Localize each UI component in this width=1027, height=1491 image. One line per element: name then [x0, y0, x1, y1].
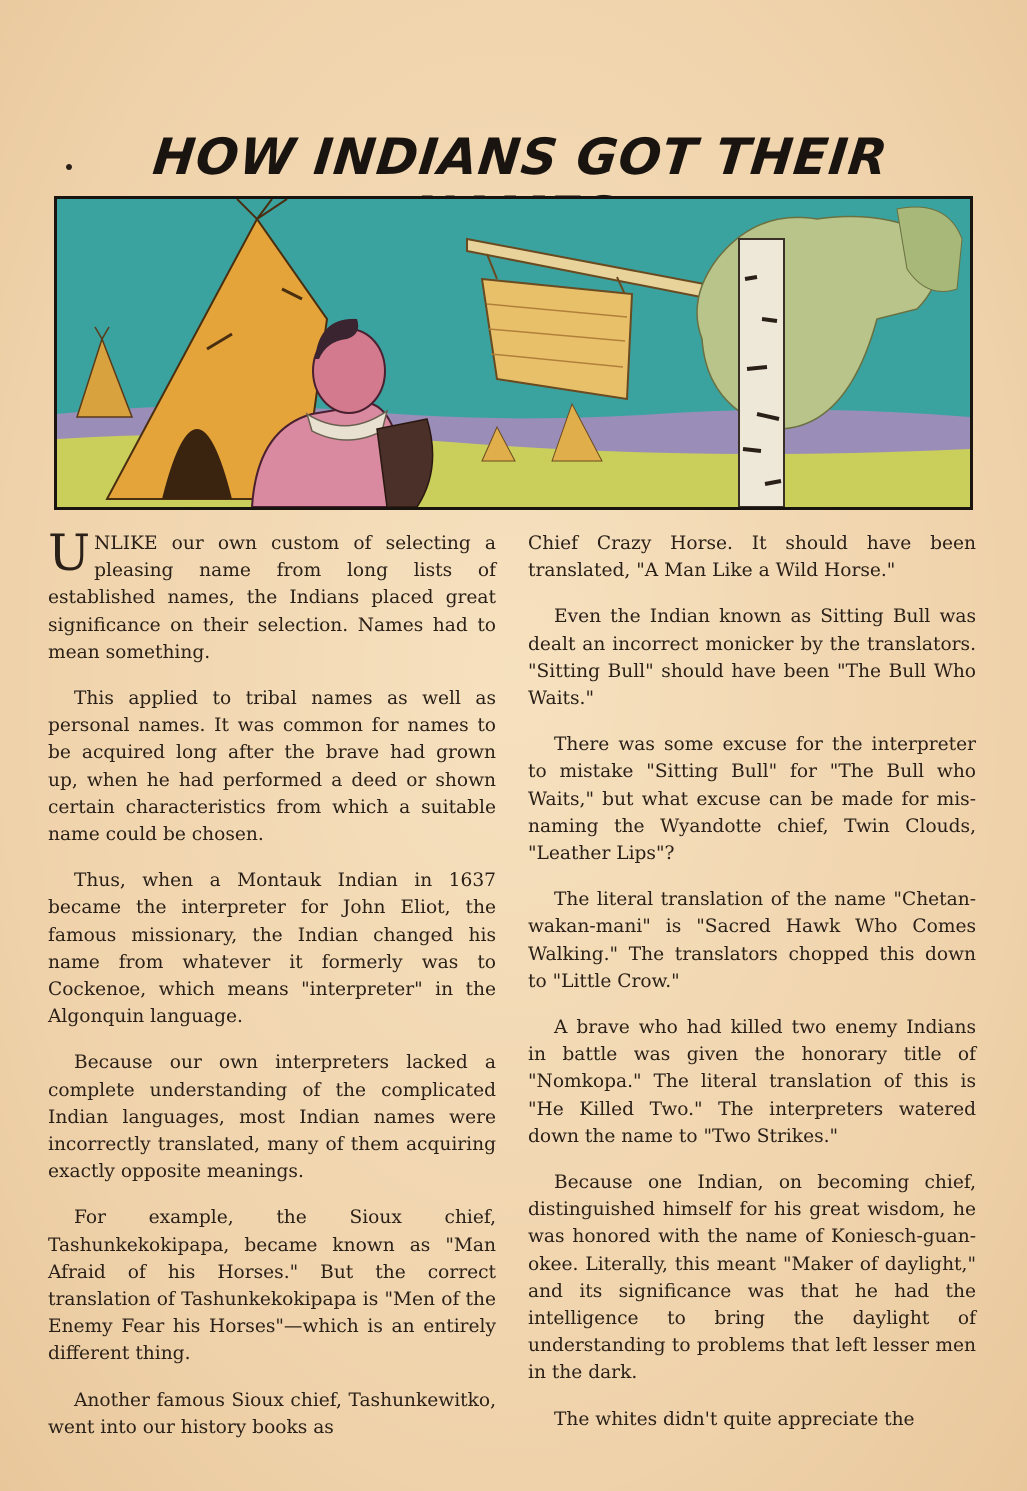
- drop-cap: U: [48, 524, 91, 582]
- paragraph: Another famous Sioux chief, Tashunkewitko, went into our history books as: [48, 1389, 496, 1438]
- paragraph-text: NLIKE our own custom of selecting a pleasing name from long lists of established names, the Indians placed great significance on their selection. Names had to mean something.: [48, 533, 496, 663]
- paragraph: Chief Crazy Horse. It should have been translated, "A Man Like a Wild Horse.": [528, 533, 976, 582]
- paragraph: Even the Indian known as Sitting Bull was dealt an incorrect monicker by the translators. "Sitting Bull" should have been "The Bull Who Waits.": [528, 606, 976, 710]
- indian-chief-teepee-signpost-illustration: [57, 199, 970, 507]
- paragraph: The literal translation of the name "Chetan-wakan-mani" is "Sacred Hawk Who Comes Walking." The translators chopped this down to "Little Crow.": [528, 889, 976, 992]
- paragraph: Thus, when a Montauk Indian in 1637 became the interpreter for John Eliot, the famous missionary, the Indian changed his name from whatever it formerly was to Cockenoe, which means "interpreter" in the Algonquin language.: [48, 870, 496, 1028]
- paragraph: A brave who had killed two enemy Indians in battle was given the honorary title of "Nomkopa." The literal translation of this is "He Killed Two." The interpreters watered down the name to "Two Strikes.": [528, 1017, 976, 1147]
- paragraph: [48, 524, 496, 666]
- paragraph: There was some excuse for the interpreter to mistake "Sitting Bull" for "The Bull who Waits," but what excuse can be made for mis-naming the Wyandotte chief, Twin Clouds, "Leather Lips"?: [528, 734, 976, 865]
- right-text-column: [528, 530, 976, 1452]
- left-text-column: [48, 524, 496, 1460]
- paragraph: The whites didn't quite appreciate the: [554, 1408, 915, 1430]
- paragraph: Because one Indian, on becoming chief, distinguished himself for his great wisdom, he was honored with the name of Koniesch-guan-okee. Literally, this meant "Maker of daylight," and its significance was that he had the intelligence to bring the daylight of understanding to problems that left lesser men in the dark.: [528, 1172, 976, 1384]
- paragraph: Because our own interpreters lacked a complete understanding of the complicated Indian languages, most Indian names were incorrectly translated, many of them acquiring exactly opposite meanings.: [48, 1052, 496, 1183]
- paragraph: For example, the Sioux chief, Tashunkekokipapa, became known as "Man Afraid of his Horses." But the correct translation of Tashunkekokipapa is "Men of the Enemy Fear his Horses"—which is an entirely different thing.: [48, 1207, 496, 1365]
- chief-blanket: [377, 419, 433, 507]
- page-title: HOW INDIANS GOT THEIR: [150, 128, 892, 186]
- paragraph: This applied to tribal names as well as personal names. It was common for names to be acquired long after the brave had grown up, when he had performed a deed or shown certain characteristics from which a suitable name could be chosen.: [48, 688, 496, 846]
- illustration-panel: [54, 196, 973, 510]
